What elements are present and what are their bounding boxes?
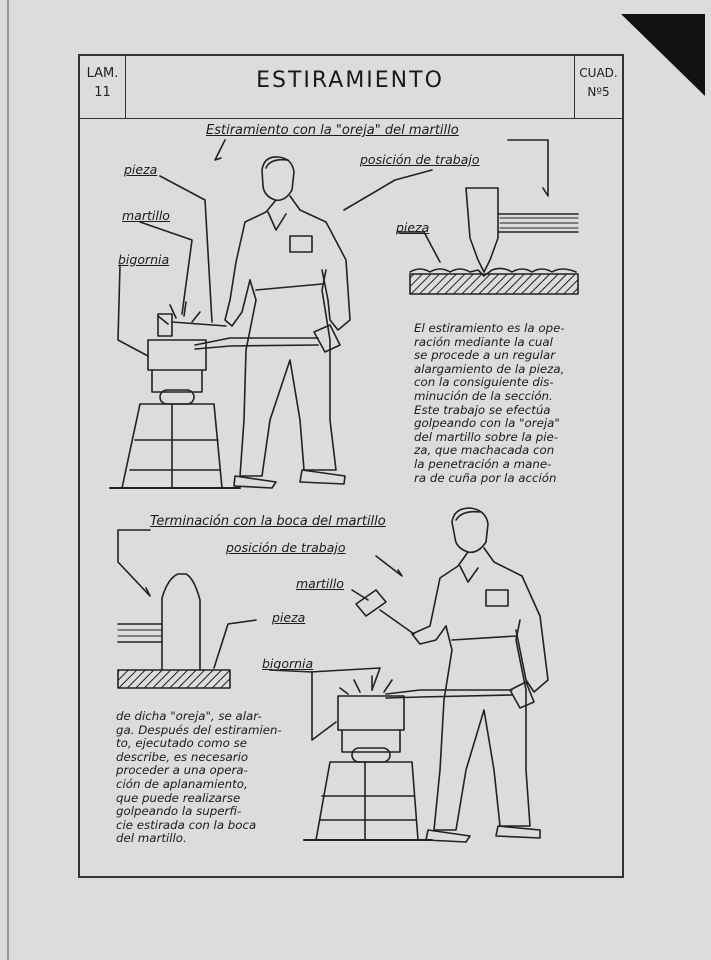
paragraph-2: de dicha "oreja", se alar- ga. Después del estiramien- to, ejecutado como se describe, es necesario proceder a una opera- ción de aplanamiento, que puede realizarse golpeando la superfi- cie estirada con la boca del martillo. [116, 709, 282, 846]
cuad-label: CUAD. [579, 66, 618, 80]
lam-label: LAM. [86, 66, 119, 81]
section1-heading: Estiramiento con la "oreja" del martillo [206, 123, 459, 138]
label-posicion-1: posición de trabajo [360, 152, 480, 167]
label-pieza-1: pieza [124, 162, 158, 177]
label-bigornia-1: bigornia [118, 252, 170, 267]
cuad-number: Nº5 [587, 85, 610, 99]
section2-heading: Terminación con la boca del martillo [150, 514, 386, 529]
cuad-box [574, 56, 622, 118]
label-pieza-2: pieza [272, 610, 306, 625]
label-martillo-2: martillo [296, 576, 344, 591]
label-posicion-2: posición de trabajo [226, 540, 346, 555]
lam-box [80, 56, 126, 118]
page-title: ESTIRAMIENTO [256, 68, 444, 93]
paragraph-1: El estiramiento es la ope- ración mediante la cual se procede a un regular alargamiento de la pieza, con la consiguiente dis- minución de la sección. Este trabajo se efectúa golpeando con la "oreja" del martillo sobre la pie- za, que machacada con la penetración a mane- ra de cuña por la acción [414, 321, 565, 485]
label-martillo-1: martillo [122, 208, 170, 223]
lam-number: 11 [94, 85, 111, 100]
header-divider [80, 118, 622, 119]
label-pieza-detail: pieza [396, 220, 430, 235]
label-bigornia-2: bigornia [262, 656, 314, 671]
